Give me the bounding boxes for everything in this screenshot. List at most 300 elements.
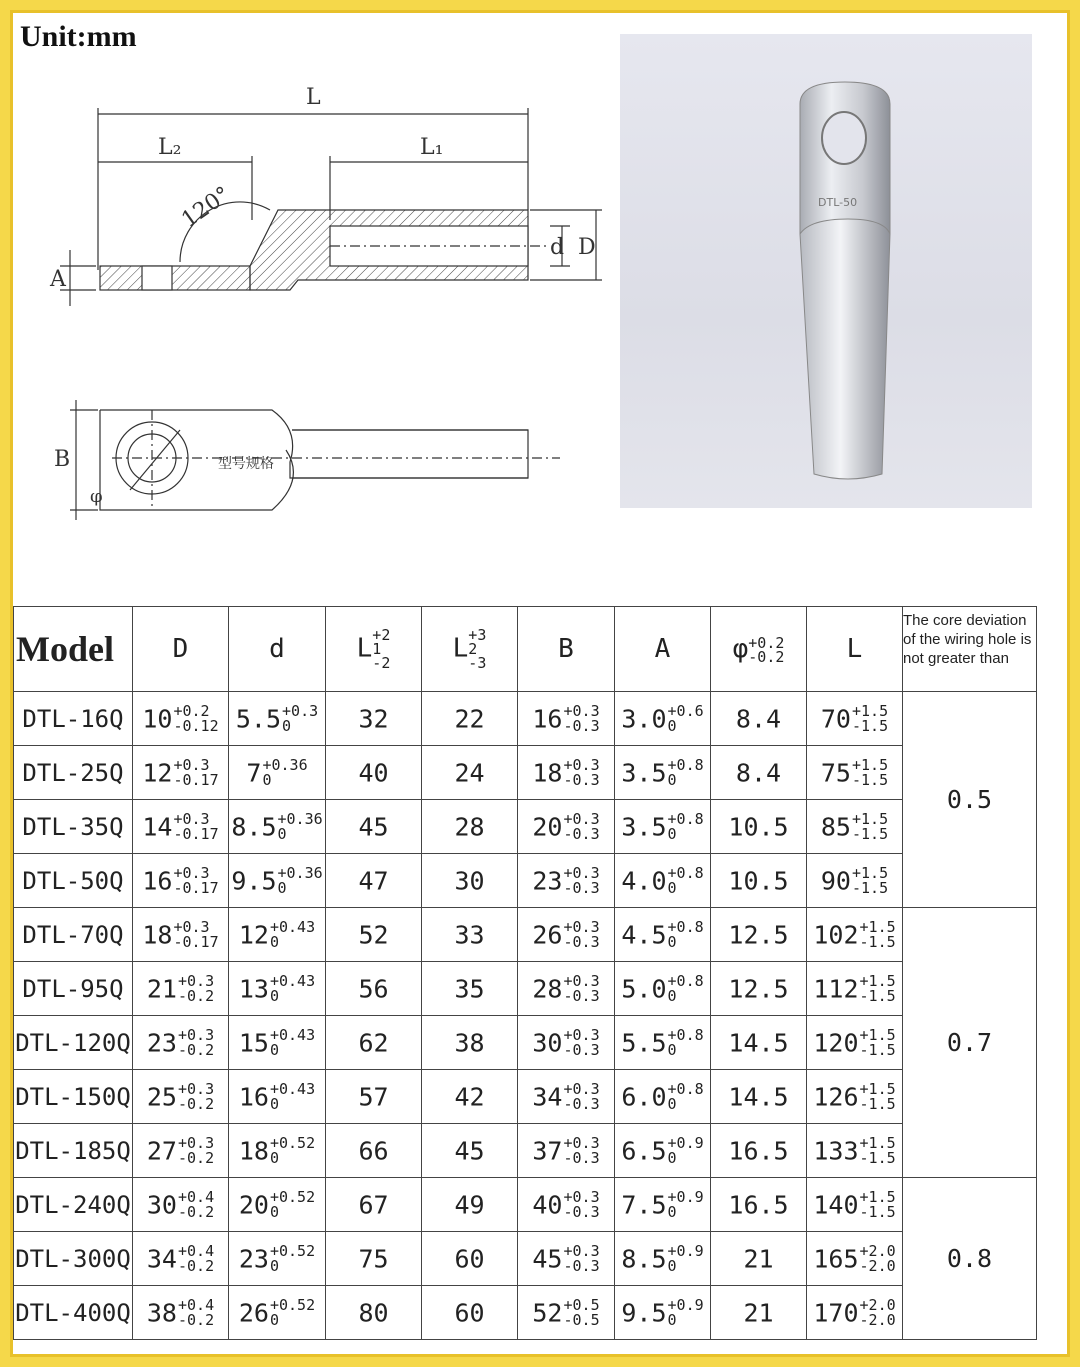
cell-d (229, 1286, 326, 1340)
value-phi: 16.5 (728, 1136, 789, 1166)
value-phi: 8.4 (735, 704, 782, 734)
value-L: 126 (813, 1082, 859, 1112)
cell-B (518, 1016, 615, 1070)
tol-down: -1.5 (859, 1041, 896, 1059)
tol-up: +0.3 (173, 918, 210, 936)
value-B: 26 (532, 920, 563, 950)
tol-down: -0.3 (563, 717, 600, 735)
value-L1: 32 (358, 704, 389, 734)
cell-model (14, 1016, 133, 1070)
tol-down: -1.5 (859, 1095, 896, 1113)
cell-B (518, 1070, 615, 1124)
tol-down: -0.5 (563, 1311, 600, 1329)
value-L2: 33 (454, 920, 485, 950)
tol-up: +0.3 (563, 1134, 600, 1152)
header-D: D (133, 607, 229, 692)
value-L: 120 (813, 1028, 859, 1058)
tol-up: +0.8 (667, 1026, 704, 1044)
cell-A (615, 1232, 711, 1286)
tol-down: 0 (667, 1041, 677, 1059)
cell-model (14, 1232, 133, 1286)
cell-L (807, 1178, 903, 1232)
cell-d (229, 1232, 326, 1286)
value-L: 102 (813, 920, 859, 950)
value-B: 52 (532, 1298, 563, 1328)
tol-down: -1.5 (859, 1149, 896, 1167)
model-name: DTL-70Q (22, 920, 124, 949)
tol-up: +0.52 (269, 1242, 316, 1260)
tol-up: +1.5 (859, 1188, 896, 1206)
tol-down: 0 (667, 933, 677, 951)
cell-L1 (326, 1178, 422, 1232)
cell-L (807, 1070, 903, 1124)
cell-deviation (903, 692, 1037, 908)
tol-down: 0 (667, 987, 677, 1005)
value-L2: 42 (454, 1082, 485, 1112)
value-phi: 16.5 (728, 1190, 789, 1220)
value-L1: 67 (358, 1190, 389, 1220)
value-D: 14 (142, 812, 173, 842)
dim-D-label: D (578, 235, 596, 260)
cell-D (133, 962, 229, 1016)
value-L2: 49 (454, 1190, 485, 1220)
value-d: 9.5 (231, 866, 277, 896)
tol-down: -0.2 (177, 987, 215, 1005)
header-phi-label: φ (732, 634, 749, 664)
cell-L2 (422, 1070, 518, 1124)
tol-up: +0.9 (667, 1134, 704, 1152)
cell-L (807, 746, 903, 800)
cell-model (14, 908, 133, 962)
tol-down: -0.3 (563, 1149, 600, 1167)
cell-L2 (422, 746, 518, 800)
dim-B-label: B (54, 447, 71, 472)
tol-down: 0 (269, 933, 279, 951)
value-A: 6.5 (621, 1136, 667, 1166)
header-L2-tol-down: -3 (468, 654, 487, 672)
tol-down: 0 (667, 1095, 677, 1113)
terminal-lug-illustration (620, 34, 1032, 508)
tol-up: +1.5 (859, 1080, 896, 1098)
value-L1: 75 (358, 1244, 389, 1274)
cell-L2 (422, 854, 518, 908)
table-row (14, 800, 1037, 854)
tol-up: +1.5 (859, 1134, 896, 1152)
value-L: 140 (813, 1190, 859, 1220)
cell-D (133, 692, 229, 746)
cell-L (807, 1232, 903, 1286)
value-phi: 10.5 (728, 812, 789, 842)
tol-up: +1.5 (859, 918, 896, 936)
value-A: 4.0 (621, 866, 667, 896)
tol-up: +0.36 (277, 810, 323, 828)
tol-up: +0.3 (177, 972, 215, 990)
model-name: DTL-35Q (22, 812, 124, 841)
cell-L (807, 800, 903, 854)
cell-model (14, 1286, 133, 1340)
model-name: DTL-185Q (15, 1136, 131, 1165)
tol-down: 0 (269, 1203, 279, 1221)
cell-L (807, 854, 903, 908)
value-A: 3.0 (621, 704, 667, 734)
value-D: 34 (146, 1244, 177, 1274)
tol-up: +0.8 (667, 810, 704, 828)
value-B: 45 (532, 1244, 563, 1274)
value-d: 12 (238, 920, 269, 950)
model-name: DTL-16Q (22, 704, 124, 733)
tol-down: 0 (269, 1257, 279, 1275)
cell-L1 (326, 908, 422, 962)
header-L1-tol-down: -2 (372, 654, 391, 672)
value-A: 5.0 (621, 974, 667, 1004)
tol-down: -0.3 (563, 879, 600, 897)
cell-A (615, 908, 711, 962)
tol-up: +0.3 (563, 810, 600, 828)
tol-down: 0 (269, 1095, 279, 1113)
header-d: d (229, 607, 326, 692)
tol-down: -0.17 (173, 879, 219, 897)
tol-down: -0.3 (563, 1041, 600, 1059)
value-L2: 35 (454, 974, 485, 1004)
value-D: 23 (146, 1028, 177, 1058)
spec-text: 型号规格 (218, 456, 274, 472)
tol-up: +0.3 (563, 1188, 600, 1206)
table-row (14, 1124, 1037, 1178)
dim-L1-label: L₁ (420, 135, 444, 160)
table-row (14, 692, 1037, 746)
tol-up: +0.9 (667, 1242, 704, 1260)
value-A: 6.0 (621, 1082, 667, 1112)
angle-label: 120° (177, 182, 236, 233)
cell-L2 (422, 1286, 518, 1340)
value-phi: 10.5 (728, 866, 789, 896)
cell-model (14, 692, 133, 746)
model-name: DTL-150Q (15, 1082, 131, 1111)
header-L: L (807, 607, 903, 692)
tol-up: +0.4 (177, 1188, 215, 1206)
value-A: 4.5 (621, 920, 667, 950)
header-L2-tol-up: +3 (468, 626, 487, 644)
cell-phi (711, 962, 807, 1016)
value-d: 23 (238, 1244, 269, 1274)
cell-model (14, 1070, 133, 1124)
cell-L (807, 962, 903, 1016)
value-L1: 40 (358, 758, 389, 788)
value-phi: 12.5 (728, 920, 789, 950)
tol-up: +1.5 (851, 864, 889, 882)
value-L: 75 (820, 758, 851, 788)
cell-phi (711, 1232, 807, 1286)
header-phi (711, 607, 807, 692)
tol-down: 0 (667, 1257, 677, 1275)
header-L1 (326, 607, 422, 692)
tol-up: +2.0 (859, 1242, 896, 1260)
table-header-row (14, 607, 1037, 692)
cell-A (615, 1124, 711, 1178)
tol-up: +0.3 (282, 702, 319, 720)
tol-up: +0.43 (269, 918, 316, 936)
tol-down: -0.3 (563, 825, 600, 843)
cell-model (14, 962, 133, 1016)
cell-model (14, 854, 133, 908)
value-B: 18 (532, 758, 563, 788)
tol-up: +0.3 (563, 756, 600, 774)
value-B: 37 (532, 1136, 563, 1166)
tol-down: -0.2 (177, 1041, 215, 1059)
cell-A (615, 692, 711, 746)
value-d: 13 (238, 974, 269, 1004)
model-name: DTL-50Q (22, 866, 124, 895)
cell-B (518, 908, 615, 962)
value-phi: 12.5 (728, 974, 789, 1004)
tol-up: +0.5 (563, 1296, 600, 1314)
tol-down: 0 (269, 1311, 279, 1329)
value-B: 40 (532, 1190, 563, 1220)
cell-L1 (326, 746, 422, 800)
value-phi: 14.5 (728, 1082, 789, 1112)
cell-d (229, 1070, 326, 1124)
tol-up: +0.52 (269, 1134, 316, 1152)
cell-D (133, 908, 229, 962)
tol-down: -1.5 (859, 1203, 896, 1221)
value-B: 23 (532, 866, 563, 896)
cell-L2 (422, 1178, 518, 1232)
tol-up: +0.3 (563, 918, 600, 936)
tol-up: +0.52 (269, 1188, 316, 1206)
value-d: 8.5 (231, 812, 277, 842)
model-name: DTL-400Q (15, 1298, 131, 1327)
tol-down: 0 (667, 825, 677, 843)
value-d: 16 (238, 1082, 269, 1112)
cell-L2 (422, 692, 518, 746)
tol-down: -0.3 (563, 771, 600, 789)
cell-D (133, 1124, 229, 1178)
dim-L-label: L (306, 85, 321, 110)
cell-B (518, 1286, 615, 1340)
table-row (14, 1178, 1037, 1232)
technical-drawing (30, 70, 610, 540)
tol-up: +0.3 (173, 864, 210, 882)
tol-up: +1.5 (851, 756, 889, 774)
value-L2: 30 (454, 866, 485, 896)
table-row (14, 854, 1037, 908)
tol-down: -0.12 (173, 717, 219, 735)
tol-down: -0.3 (563, 1203, 600, 1221)
tol-down: -0.3 (563, 987, 600, 1005)
cell-B (518, 746, 615, 800)
cell-d (229, 908, 326, 962)
tol-down: -0.17 (173, 825, 219, 843)
value-A: 9.5 (621, 1298, 667, 1328)
photo-stamp: DTL-50 (818, 196, 858, 209)
tol-up: +0.8 (667, 918, 704, 936)
tol-down: -0.2 (177, 1257, 215, 1275)
cell-d (229, 692, 326, 746)
cell-L2 (422, 908, 518, 962)
value-B: 30 (532, 1028, 563, 1058)
cell-A (615, 1016, 711, 1070)
cell-B (518, 692, 615, 746)
tol-down: -0.17 (173, 771, 219, 789)
tol-up: +0.3 (177, 1134, 215, 1152)
cell-phi (711, 692, 807, 746)
tol-down: -0.3 (563, 1257, 600, 1275)
value-d: 20 (238, 1190, 269, 1220)
tol-down: -0.2 (177, 1203, 215, 1221)
value-L2: 28 (454, 812, 485, 842)
value-L2: 24 (454, 758, 485, 788)
header-L2 (422, 607, 518, 692)
tol-down: -1.5 (851, 771, 889, 789)
tol-up: +0.8 (667, 1080, 704, 1098)
cell-d (229, 746, 326, 800)
value-A: 7.5 (621, 1190, 667, 1220)
value-L1: 52 (358, 920, 389, 950)
cell-D (133, 1178, 229, 1232)
value-L: 165 (813, 1244, 859, 1274)
tol-down: -0.17 (173, 933, 219, 951)
cell-L2 (422, 800, 518, 854)
cell-phi (711, 1286, 807, 1340)
tol-up: +0.6 (667, 702, 704, 720)
value-B: 16 (532, 704, 563, 734)
tol-down: 0 (269, 1149, 279, 1167)
tol-up: +0.3 (177, 1080, 215, 1098)
value-A: 8.5 (621, 1244, 667, 1274)
tol-down: -1.5 (851, 717, 889, 735)
cell-L2 (422, 962, 518, 1016)
cell-L1 (326, 800, 422, 854)
cell-L1 (326, 1124, 422, 1178)
tol-up: +0.52 (269, 1296, 316, 1314)
tol-up: +1.5 (851, 702, 889, 720)
value-D: 30 (146, 1190, 177, 1220)
cell-d (229, 962, 326, 1016)
cell-L (807, 1016, 903, 1070)
cell-deviation (903, 908, 1037, 1178)
cell-L (807, 1286, 903, 1340)
tol-down: 0 (277, 879, 287, 897)
cell-B (518, 800, 615, 854)
tol-up: +0.3 (563, 864, 600, 882)
tol-down: -2.0 (859, 1257, 896, 1275)
dim-d-label: d (550, 235, 565, 260)
cell-model (14, 800, 133, 854)
cell-L2 (422, 1232, 518, 1286)
cell-B (518, 1124, 615, 1178)
cell-phi (711, 1070, 807, 1124)
cell-B (518, 962, 615, 1016)
value-phi: 21 (743, 1244, 774, 1274)
cell-D (133, 1070, 229, 1124)
cell-phi (711, 908, 807, 962)
deviation-value: 0.8 (946, 1244, 993, 1273)
cell-L2 (422, 1124, 518, 1178)
cell-model (14, 746, 133, 800)
tol-down: 0 (667, 771, 677, 789)
header-phi-tol-down: -0.2 (748, 647, 785, 666)
tol-up: +0.43 (269, 972, 316, 990)
model-name: DTL-120Q (15, 1028, 131, 1057)
tol-down: 0 (667, 1203, 677, 1221)
value-d: 7 (246, 758, 262, 788)
spec-table (13, 606, 1037, 1340)
cell-phi (711, 1178, 807, 1232)
tol-down: 0 (667, 1311, 677, 1329)
value-phi: 8.4 (735, 758, 782, 788)
value-L: 70 (820, 704, 851, 734)
tol-down: -0.2 (177, 1095, 215, 1113)
tol-up: +0.8 (667, 972, 704, 990)
tol-down: 0 (277, 825, 287, 843)
value-L: 112 (813, 974, 859, 1004)
product-photo (620, 34, 1032, 508)
header-deviation-note: The core deviation of the wiring hole is not greater than (903, 607, 1037, 692)
value-L2: 60 (454, 1298, 485, 1328)
model-name: DTL-300Q (15, 1244, 131, 1273)
cell-D (133, 854, 229, 908)
tol-up: +1.5 (859, 972, 896, 990)
value-D: 18 (142, 920, 173, 950)
value-A: 3.5 (621, 812, 667, 842)
tol-up: +0.36 (262, 756, 308, 774)
value-D: 16 (142, 866, 173, 896)
value-L1: 80 (358, 1298, 389, 1328)
cell-L2 (422, 1016, 518, 1070)
header-L1-label: L (356, 633, 373, 664)
cell-model (14, 1178, 133, 1232)
cell-L (807, 1124, 903, 1178)
value-d: 18 (238, 1136, 269, 1166)
value-L2: 45 (454, 1136, 485, 1166)
cell-A (615, 854, 711, 908)
cell-D (133, 800, 229, 854)
header-L1-tol-up: +2 (372, 626, 391, 644)
cell-d (229, 854, 326, 908)
tol-down: -2.0 (859, 1311, 896, 1329)
table-row (14, 962, 1037, 1016)
cell-L1 (326, 854, 422, 908)
value-d: 5.5 (235, 704, 282, 734)
tol-down: -0.2 (177, 1311, 215, 1329)
tol-up: +0.4 (177, 1296, 215, 1314)
tol-up: +0.3 (563, 1026, 600, 1044)
cell-A (615, 1070, 711, 1124)
cell-L1 (326, 962, 422, 1016)
tol-down: 0 (667, 1149, 677, 1167)
tol-down: 0 (269, 987, 279, 1005)
value-L1: 66 (358, 1136, 389, 1166)
value-D: 12 (142, 758, 173, 788)
cell-D (133, 1232, 229, 1286)
tol-up: +2.0 (859, 1296, 896, 1314)
tol-up: +0.3 (173, 810, 210, 828)
tol-down: -0.2 (177, 1149, 215, 1167)
cell-D (133, 1286, 229, 1340)
table-row (14, 1070, 1037, 1124)
tol-down: 0 (667, 717, 677, 735)
cell-L1 (326, 1016, 422, 1070)
cell-L1 (326, 1286, 422, 1340)
value-D: 10 (142, 704, 173, 734)
tol-down: -1.5 (859, 933, 896, 951)
value-B: 28 (532, 974, 563, 1004)
cell-d (229, 1178, 326, 1232)
value-A: 5.5 (621, 1028, 667, 1058)
value-L: 170 (813, 1298, 859, 1328)
tol-up: +0.43 (269, 1026, 316, 1044)
cell-L1 (326, 692, 422, 746)
